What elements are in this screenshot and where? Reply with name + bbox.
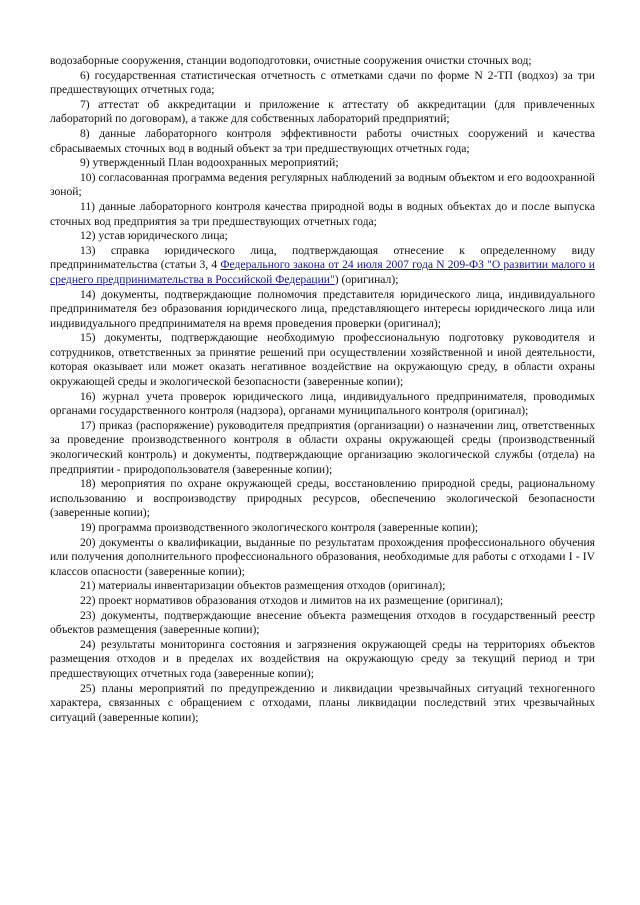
federal-law-link[interactable]: Федерального закона от 24 июля 2007 года N 209-ФЗ "О развитии малого и среднего предпринимательства в Российской Федерации" — [50, 258, 595, 286]
list-item-7: 7) аттестат об аккредитации и приложение к аттестату об аккредитации (для привлеченных лабораторий по договорам), а также для собственных лабораторий предприятий; — [50, 97, 595, 126]
list-item-23: 23) документы, подтверждающие внесение объекта размещения отходов в государственный реестр объектов размещения (заверенные копии); — [50, 608, 595, 637]
list-item-25: 25) планы мероприятий по предупреждению и ликвидации чрезвычайных ситуаций техногенного характера, связанных с обращением с отходами, планы ликвидации последствий этих чрезвычайных ситуаций (заверенные копии); — [50, 681, 595, 724]
item-13-text-before: 13) справка юридического лица, подтверждающая отнесение к определенному виду предпринимательства (статьи 3, 4 — [50, 243, 595, 272]
list-item-11: 11) данные лабораторного контроля качества природной воды в водных объектах до и после выпуска сточных вод предприятия за три предшествующих отчетных года; — [50, 199, 595, 228]
list-item-6: 6) государственная статистическая отчетность с отметками сдачи по форме N 2-ТП (водхоз) за три предшествующих отчетных года; — [50, 68, 595, 97]
list-item-13 — [50, 244, 595, 288]
list-item-18: 18) мероприятия по охране окружающей среды, восстановлению природной среды, рациональному использованию и воспроизводству природных ресурсов, обеспечению экологической безопасности (заверенные копии); — [50, 477, 595, 520]
list-item-10: 10) согласованная программа ведения регулярных наблюдений за водным объектом и его водоохранной зоной; — [50, 170, 595, 199]
list-item-22: 22) проект нормативов образования отходов и лимитов на их размещение (оригинал); — [80, 593, 504, 607]
list-item-21: 21) материалы инвентаризации объектов размещения отходов (оригинал); — [80, 579, 446, 593]
list-item-20: 20) документы о квалификации, выданные по результатам прохождения профессионального обучения или получения дополнительного профессионального образования, необходимые для работы с отходами I - IV классов опасности (заверенные копии); — [50, 535, 595, 578]
list-item-12: 12) устав юридического лица; — [80, 229, 228, 243]
list-item-15: 15) документы, подтверждающие необходимую профессиональную подготовку руководителя и сотрудников, ответственных за принятие решений при осуществлении хозяйственной и иной деятельности, которая оказывает или может оказать негативное воздействие на окружающую среду, в области охраны окружающей среды и экологической безопасности (заверенные копии); — [50, 331, 595, 389]
paragraph-lead: водозаборные сооружения, станции водоподготовки, очистные сооружения очистки сточных вод; — [50, 54, 532, 67]
list-item-19: 19) программа производственного экологического контроля (заверенные копии); — [80, 521, 479, 534]
list-item-16: 16) журнал учета проверок юридического лица, индивидуального предпринимателя, проводимых органами государственного контроля (надзора), органами муниципального контроля (оригинал); — [50, 389, 595, 418]
document-page — [50, 54, 595, 725]
list-item-17: 17) приказ (распоряжение) руководителя предприятия (организации) о назначении лиц, ответственных за проведение производственного контроля в области охраны окружающей среды (производственный экологический контроль) и документы, подтверждающие организацию экологической службы (отдела) на предприятии - природопользователя (заверенные копии); — [50, 418, 595, 476]
item-13-text-after: ) (оригинал); — [334, 272, 399, 286]
list-item-8: 8) данные лабораторного контроля эффективности работы очистных сооружений и качества сбрасываемых сточных вод в водный объект за три предшествующих отчетных года; — [50, 126, 595, 155]
list-item-14: 14) документы, подтверждающие полномочия представителя юридического лица, индивидуального предпринимателя без образования юридического лица, представляющего интересы юридического лица или индивидуального предпринимателя на время проведения проверки (оригинал); — [50, 287, 595, 330]
list-item-9: 9) утвержденный План водоохранных мероприятий; — [80, 156, 339, 170]
list-item-24: 24) результаты мониторинга состояния и загрязнения окружающей среды на территориях объектов размещения отходов и в пределах их воздействия на окружающую среду за текущий период и три предшествующих отчетных года (заверенные копии); — [50, 637, 595, 680]
